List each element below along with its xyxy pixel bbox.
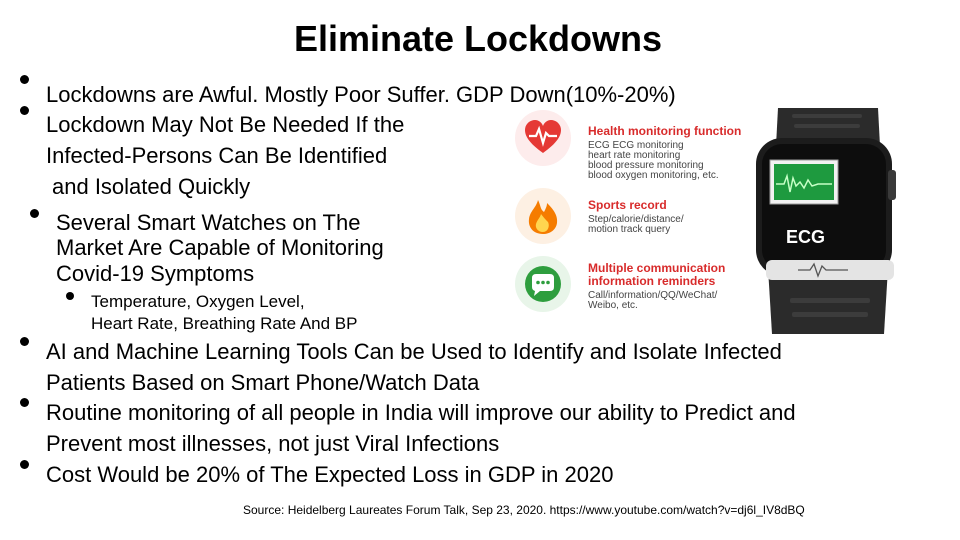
feature-title: Multiple communication xyxy=(588,261,726,275)
bullet-text: Routine monitoring of all people in India will improve our ability to Predict and xyxy=(46,400,796,425)
feature-detail: Step/calorie/distance/ xyxy=(588,214,684,225)
bullet-text: Prevent most illnesses, not just Viral Infections xyxy=(46,431,500,456)
sub-bullet-dot xyxy=(66,292,74,300)
feature-title: information reminders xyxy=(588,274,716,288)
sub-bullet-text: Temperature, Oxygen Level, xyxy=(91,292,305,311)
feature-detail: blood oxygen monitoring, etc. xyxy=(588,170,719,181)
smartwatch-infographic xyxy=(510,108,900,334)
bullet-dot xyxy=(20,460,29,469)
source-citation: Source: Heidelberg Laureates Forum Talk, Sep 23, 2020. https://www.youtube.com/watch?v=dj6l_IV8dBQ xyxy=(243,503,805,517)
bullet-dot xyxy=(30,209,39,218)
bullet-text: Market Are Capable of Monitoring xyxy=(56,235,384,260)
feature-detail: blood pressure monitoring xyxy=(588,160,704,171)
watch-screen-label: ECG xyxy=(786,227,826,247)
bullet-text: Patients Based on Smart Phone/Watch Data xyxy=(46,370,480,395)
feature-title: Sports record xyxy=(588,198,667,212)
bullet-dot xyxy=(20,75,29,84)
slide-title: Eliminate Lockdowns xyxy=(293,18,663,59)
sub-bullet-text: Heart Rate, Breathing Rate And BP xyxy=(91,314,358,333)
feature-title: Health monitoring function xyxy=(588,124,742,138)
bullet-dot xyxy=(20,106,29,115)
feature-detail: ECG ECG monitoring xyxy=(588,140,684,151)
bullet-dot xyxy=(20,337,29,346)
bullet-text: AI and Machine Learning Tools Can be Used to Identify and Isolate Infected xyxy=(46,339,782,364)
bullet-text: Covid-19 Symptoms xyxy=(56,261,255,286)
bullet-text: and Isolated Quickly xyxy=(52,174,251,199)
message-icon xyxy=(515,256,571,312)
bullet-dot xyxy=(20,398,29,407)
feature-detail: Call/information/QQ/WeChat/ xyxy=(588,290,718,301)
bullet-text: Lockdowns are Awful. Mostly Poor Suffer. GDP Down(10%-20%) xyxy=(46,82,676,107)
bullet-text: Lockdown May Not Be Needed If the xyxy=(46,112,405,137)
bullet-text: Cost Would be 20% of The Expected Loss in GDP in 2020 xyxy=(46,462,614,487)
flame-icon xyxy=(515,188,571,244)
smartwatch-image xyxy=(738,108,900,334)
bullet-text: Infected-Persons Can Be Identified xyxy=(46,143,388,168)
feature-detail: motion track query xyxy=(588,224,671,235)
heart-ecg-icon xyxy=(515,110,571,166)
feature-detail: heart rate monitoring xyxy=(588,150,681,161)
bullet-text: Several Smart Watches on The xyxy=(56,210,361,235)
feature-detail: Weibo, etc. xyxy=(588,300,638,311)
